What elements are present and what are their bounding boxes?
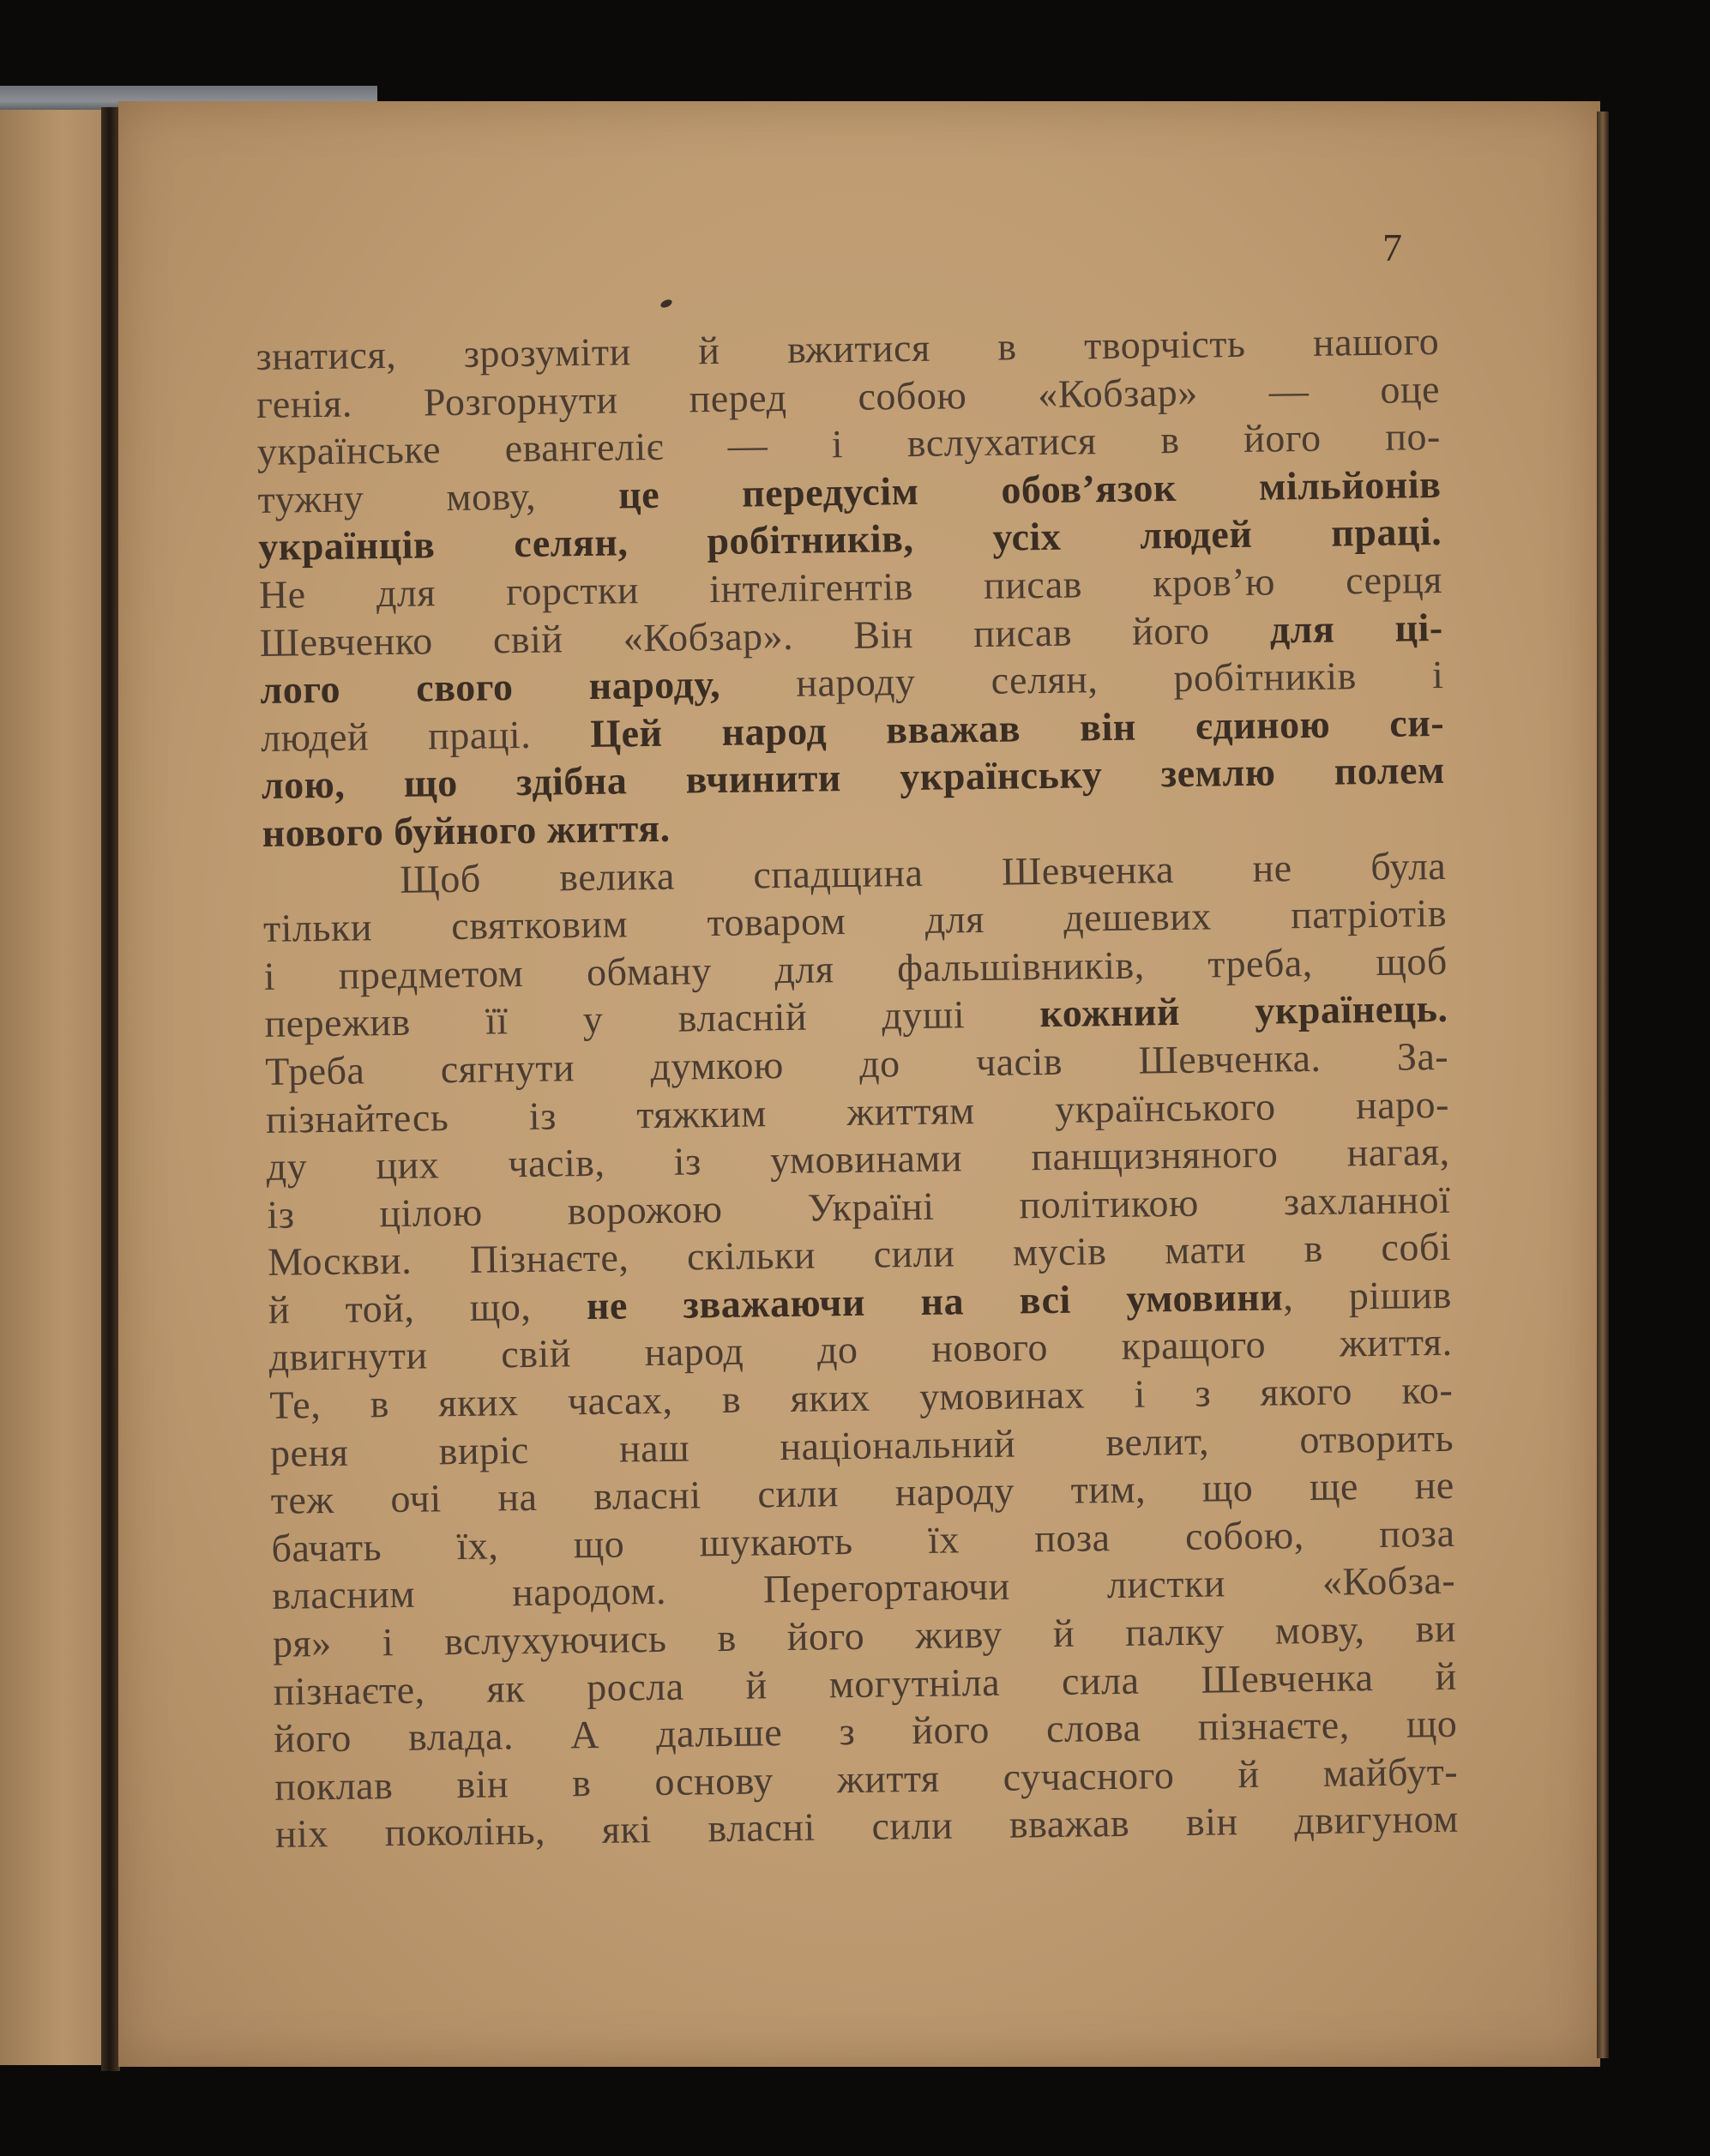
text-line-1: знатися, зрозуміти й вжитися в творчість нашого — [256, 318, 1440, 378]
text-line-22: двигнути свій народ до нового кращого життя. — [268, 1320, 1453, 1380]
text-line-26: бачать їх, що шукають їх поза собою, поза — [271, 1510, 1455, 1570]
text-line-3: українське евангеліє — і вслухатися в його по- — [256, 414, 1442, 474]
text-line-14: і предметом обману для фальшівників, треба, щоб — [263, 938, 1448, 998]
text-line-5: українців селян, робітників, усіх людей праці. — [257, 509, 1442, 569]
text-line-25: теж очі на власні сили народу тим, що ще не — [270, 1463, 1455, 1523]
text-line-17: пізнайтесь із тяжким життям українського наро- — [265, 1081, 1450, 1141]
book-gutter — [101, 107, 120, 2071]
text-line-13: тільки святковим товаром для дешевих патріотів — [262, 891, 1448, 951]
text-line-19: із цілою ворожою Україні політикою захланної — [267, 1177, 1451, 1237]
text-line-24: реня виріс наш національний велит, отворить — [269, 1415, 1454, 1475]
previous-page-edge — [0, 110, 113, 2065]
text-line-27: власним народом. Перегортаючи листки «Кобза- — [271, 1558, 1456, 1618]
text-line-30: його влада. А дальше з його слова пізнаєте, що — [274, 1701, 1458, 1762]
text-line-6: Не для горстки інтелігентів писав кров’ю серця — [258, 557, 1443, 617]
text-line-8: лого свого народу, народу селян, робітників і — [260, 653, 1444, 713]
text-line-9: людей праці. Цей народ вважав він єдиною си- — [260, 700, 1445, 760]
text-line-12: Щоб велика спадщина Шевченка не була — [400, 843, 1447, 901]
text-line-10: лою, що здібна вчинити українську землю полем — [261, 748, 1446, 808]
text-line-4: тужну мову, це передусім обов’язок мільйонів — [257, 461, 1442, 521]
body-text — [256, 317, 1459, 1858]
text-line-29: пізнаєте, як росла й могутніла сила Шевченка й — [273, 1653, 1457, 1713]
text-line-16: Треба сягнути думкою до часів Шевченка. За- — [264, 1033, 1449, 1093]
text-line-31: поклав він в основу життя сучасного й майбут- — [274, 1749, 1459, 1809]
text-line-32: ніх поколінь, які власні сили вважав він двигуном — [274, 1797, 1460, 1857]
text-line-23: Те, в яких часах, в яких умовинах і з якого ко- — [269, 1367, 1454, 1427]
page-right-edge — [1597, 111, 1609, 2058]
text-line-21: й той, що, не зважаючи на всі умовини, рішив — [268, 1272, 1453, 1332]
text-line-20: Москви. Пізнаєте, скільки сили мусів мати в собі — [267, 1225, 1452, 1285]
text-line-18: ду цих часів, із умовинами панщизняного нагая, — [266, 1129, 1450, 1189]
text-line-7: Шевченко свій «Кобзар». Він писав його для ці- — [259, 605, 1443, 665]
text-line-11: нового буйного життя. — [262, 805, 671, 855]
text-line-2: генія. Розгорнути перед собою «Кобзар» — оце — [256, 366, 1441, 426]
text-line-28: ря» і вслухуючись в його живу й палку мову, ви — [272, 1605, 1457, 1665]
text-line-15: пережив її у власній душі кожний українець. — [264, 986, 1448, 1046]
page-number: 7 — [1382, 226, 1402, 269]
